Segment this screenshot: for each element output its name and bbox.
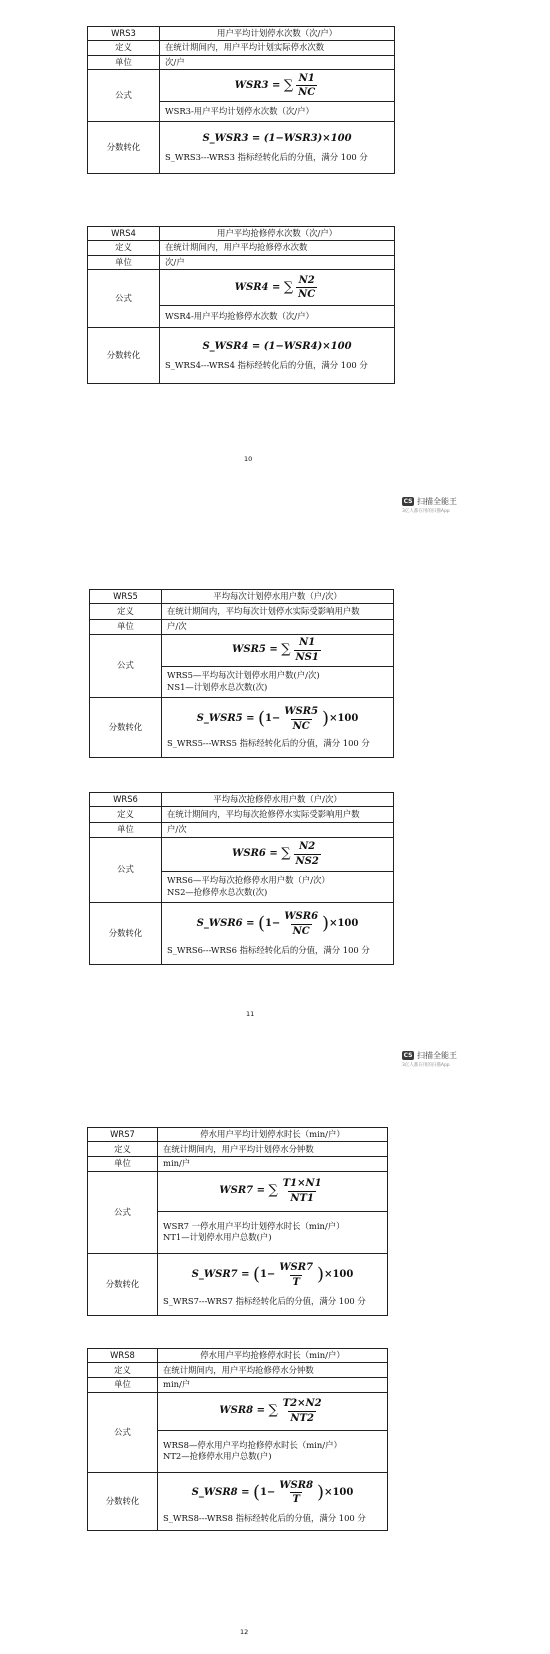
formula-description: WSR3-用户平均计划停水次数（次/户）	[160, 102, 395, 122]
formula: WSR5 = ∑ $\frac{N1}{NS1}$	[162, 634, 394, 666]
unit-label: 单位	[90, 823, 162, 837]
wrs6-table	[89, 792, 394, 965]
indicator-code: WRS5	[90, 590, 162, 604]
score-label: 分数转化	[88, 122, 160, 174]
score-note: S_WRS7---WRS7 指标经转化后的分值，满分 100 分	[163, 1296, 366, 1307]
definition-label: 定义	[88, 241, 160, 255]
page-number: 10	[244, 455, 253, 463]
watermark	[402, 496, 457, 514]
unit-text: 次/户	[160, 55, 395, 69]
definition-text: 在统计期间内，用户平均抢修停水次数	[160, 241, 395, 255]
formula: WSR4 = ∑ $\frac{N2}{NC}$	[160, 270, 395, 306]
wrs5-table	[89, 589, 394, 758]
definition-label: 定义	[88, 1363, 158, 1378]
unit-text: 户/次	[162, 620, 394, 634]
watermark	[402, 1050, 457, 1068]
formula-label: 公式	[88, 1392, 158, 1472]
indicator-title: 停水用户平均计划停水时长（min/户）	[158, 1128, 388, 1142]
scanner-logo-icon: CS	[403, 1052, 413, 1059]
indicator-code: WRS4	[88, 227, 160, 241]
unit-text: 户/次	[162, 823, 394, 837]
formula-description: WSR4-用户平均抢修停水次数（次/户）	[160, 306, 395, 328]
unit-text: min/户	[158, 1157, 388, 1171]
wrs3-table	[87, 26, 395, 174]
score-note: S_WRS6---WRS6 指标经转化后的分值，满分 100 分	[167, 945, 370, 956]
score-label: 分数转化	[88, 1253, 158, 1315]
indicator-title: 用户平均抢修停水次数（次/户）	[160, 227, 395, 241]
score-label: 分数转化	[90, 902, 162, 964]
formula-description: WSR7 一停水用户平均计划停水时长（min/户） NT1—计划停水用户总数(户)	[158, 1211, 388, 1253]
indicator-code: WRS6	[90, 793, 162, 807]
score-formula: S_WSR8 = ( 1− $\frac{\text{WSR8}}{T}$ ) ×100 S_WRS8---WRS8 指标经转化后的分值，满分 100 分	[158, 1472, 388, 1530]
score-note: S_WRS8---WRS8 指标经转化后的分值，满分 100 分	[163, 1512, 366, 1523]
definition-label: 定义	[88, 41, 160, 55]
score-formula: S_WSR4 = (1−WSR4)×100 S_WRS4---WRS4 指标经转化后的分值，满分 100 分	[160, 328, 395, 384]
definition-label: 定义	[90, 604, 162, 620]
definition-text: 在统计期间内，用户平均抢修停水分钟数	[158, 1363, 388, 1378]
score-note: S_WRS3---WRS3 指标经转化后的分值，满分 100 分	[165, 151, 368, 162]
indicator-title: 平均每次计划停水用户数（户/次）	[162, 590, 394, 604]
score-formula: S_WSR3 = (1−WSR3)×100 S_WRS3---WRS3 指标经转化后的分值，满分 100 分	[160, 122, 395, 174]
wrs7-table	[87, 1127, 388, 1316]
score-note: S_WRS5---WRS5 指标经转化后的分值，满分 100 分	[167, 738, 370, 749]
unit-label: 单位	[90, 620, 162, 634]
wrs4-table	[87, 226, 395, 384]
indicator-title: 停水用户平均抢修停水时长（min/户）	[158, 1349, 388, 1363]
formula: WSR7 = ∑ $\frac{T1\times N1}{NT1}$	[158, 1171, 388, 1211]
unit-label: 单位	[88, 55, 160, 69]
wrs8-table	[87, 1348, 388, 1531]
formula-description: WRS5—平均每次计划停水用户数(户/次) NS1—计划停水总次数(次)	[162, 666, 394, 697]
score-note: S_WRS4---WRS4 指标经转化后的分值，满分 100 分	[165, 359, 368, 370]
formula: WSR6 = ∑ $\frac{N2}{NS2}$	[162, 837, 394, 871]
formula-label: 公式	[88, 70, 160, 122]
formula-label: 公式	[90, 634, 162, 697]
watermark-sub: 3亿人都在用的扫描App	[402, 1063, 450, 1068]
scanner-logo-icon: CS	[403, 498, 413, 505]
indicator-code: WRS3	[88, 27, 160, 41]
watermark-name: 扫描全能王	[417, 497, 457, 506]
page-number: 11	[246, 1010, 255, 1018]
unit-text: min/户	[158, 1378, 388, 1392]
formula-label: 公式	[90, 837, 162, 902]
score-label: 分数转化	[90, 697, 162, 757]
indicator-title: 平均每次抢修停水用户数（户/次）	[162, 793, 394, 807]
definition-text: 在统计期间内，用户平均计划停水分钟数	[158, 1142, 388, 1157]
unit-label: 单位	[88, 1378, 158, 1392]
unit-text: 次/户	[160, 255, 395, 269]
formula: WSR8 = ∑ $\frac{T2\times N2}{NT2}$	[158, 1392, 388, 1430]
watermark-name: 扫描全能王	[417, 1051, 457, 1060]
indicator-title: 用户平均计划停水次数（次/户）	[160, 27, 395, 41]
indicator-code: WRS8	[88, 1349, 158, 1363]
formula-label: 公式	[88, 270, 160, 328]
score-formula: S_WSR6 = ( 1− $\frac{\text{WSR6}}{NC}$ ) ×100 S_WRS6---WRS6 指标经转化后的分值，满分 100 分	[162, 902, 394, 964]
indicator-code: WRS7	[88, 1128, 158, 1142]
definition-label: 定义	[90, 807, 162, 823]
unit-label: 单位	[88, 255, 160, 269]
definition-text: 在统计期间内，平均每次抢修停水实际受影响用户数	[162, 807, 394, 823]
watermark-sub: 3亿人都在用的扫描App	[402, 509, 450, 514]
score-formula: S_WSR5 = ( 1− $\frac{\text{WSR5}}{NC}$ ) ×100 S_WRS5---WRS5 指标经转化后的分值，满分 100 分	[162, 697, 394, 757]
unit-label: 单位	[88, 1157, 158, 1171]
score-label: 分数转化	[88, 1472, 158, 1530]
definition-text: 在统计期间内，用户平均计划实际停水次数	[160, 41, 395, 55]
score-label: 分数转化	[88, 328, 160, 384]
definition-text: 在统计期间内，平均每次计划停水实际受影响用户数	[162, 604, 394, 620]
page-number: 12	[240, 1628, 249, 1636]
formula-description: WRS8—停水用户平均抢修停水时长（min/户） NT2—抢修停水用户总数(户)	[158, 1430, 388, 1472]
definition-label: 定义	[88, 1142, 158, 1157]
formula: WSR3 = ∑ $\frac{N1}{NC}$	[160, 70, 395, 102]
formula-label: 公式	[88, 1171, 158, 1253]
score-formula: S_WSR7 = ( 1− $\frac{\text{WSR7}}{T}$ ) ×100 S_WRS7---WRS7 指标经转化后的分值，满分 100 分	[158, 1253, 388, 1315]
formula-description: WRS6—平均每次抢修停水用户数（户/次） NS2—抢修停水总次数(次)	[162, 871, 394, 902]
